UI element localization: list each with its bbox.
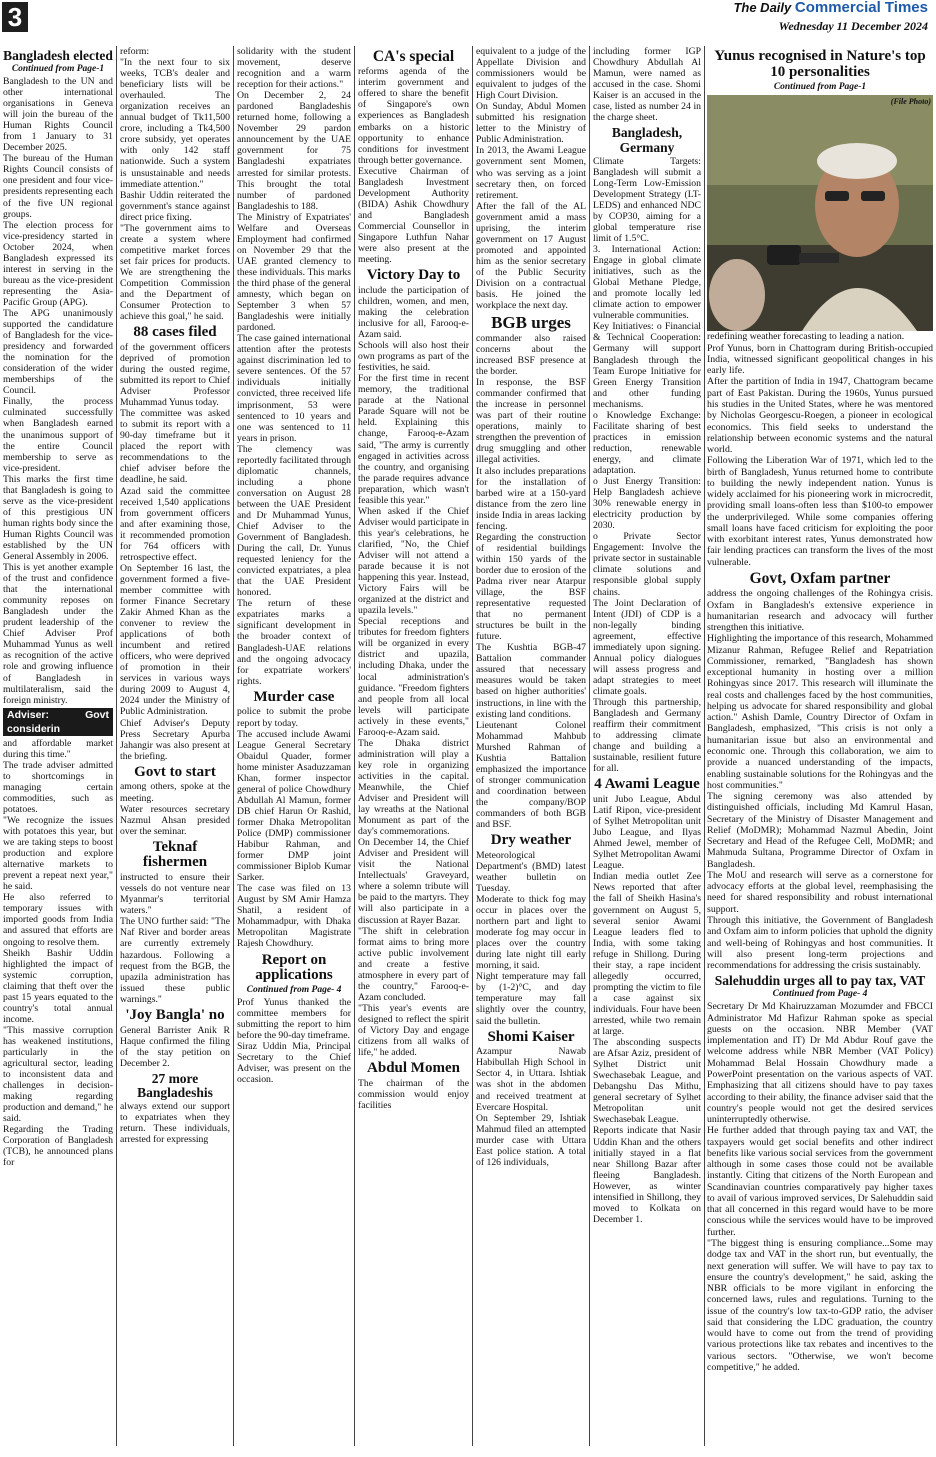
paragraph: among others, spoke at the meeting. xyxy=(120,781,230,804)
paragraph: On September 29, Ishtiak Mahmud filed an attempted murder case with Uttara East police station. A total of 126 individuals, xyxy=(476,1112,586,1168)
continued-note: Continued from Page-1 xyxy=(11,64,105,75)
paragraph: Bangladesh to the UN and other international organisations in Geneva will join the bureau of the Human Rights Council from 1 January to 31 December 2025. xyxy=(3,76,113,154)
paragraph: "We recognize the issues with potatoes this year, but we are taking steps to boost production and explore alternative markets to prevent a repeat next year," he said. xyxy=(3,815,113,893)
headline-murder-case: Murder case xyxy=(253,688,335,705)
paragraph: include the participation of children, women, and men, making the celebration inclusive for all, Farooq-e-Azam said. xyxy=(358,284,469,341)
paragraph: Azampur Nawab Habibullah High School in Sector 4, in Uttara. Ishtiak was shot in the abdomen and received treatment at Evercare Hospital. xyxy=(476,1046,586,1113)
paragraph: The Dhaka district administration will play a key role in organizing activities in the capital. Meanwhile, the Chief Adviser and President will lay wreaths at the National Monument as part of the day's commemorations. xyxy=(358,737,469,838)
paragraph: He further added that through paying tax and VAT, the taxpayers would get social benefits and other indirect benefits like various social services from the government although in some cases those could not be available instantly. Citing that citizens of the North European and Scandinavian countries comparatively pay higher taxes to avail of various improved services, Dr Salehuddin said that all concerned in this regard would have to be more conscious while the services would have to be improved further. xyxy=(707,1125,933,1238)
headline-shomi-kaiser: Shomi Kaiser xyxy=(487,1028,575,1045)
headline-report-on-applications: Report on applications xyxy=(255,951,333,984)
column-rule xyxy=(472,46,473,1446)
paragraph: The Kushtia BGB-47 Battalion commander assured that necessary measures would be taken based on higher authorities' instructions, in line with the existing land conditions. xyxy=(476,642,586,720)
paragraph: "In the next four to six weeks, TCB's dealer and beneficiary lists will be overhauled. The organization receives an annual budget of Tk11,500 crore, including a Tk4,500 crore subsidy, yet operates with only 142 staff nationwide. Such a system is unsustainable and needs immediate attention." xyxy=(120,57,230,190)
column-rule xyxy=(704,46,705,1446)
paragraph: He also referred to temporary issues with imported goods from India and assured that efforts are ongoing to resolve them. xyxy=(3,892,113,948)
paragraph: reform: xyxy=(120,46,150,57)
paragraph: Prof Yunus thanked the committee members for submitting the report to him before the 90-day timeframe. xyxy=(237,996,351,1041)
paragraph: "This year's events are designed to reflect the spirit of Victory Day and engage citizens from all walks of life," he added. xyxy=(358,1002,469,1059)
paragraph: The return of these expatriates marks a significant development in the broader context of Bangladesh-UAE relations and the ongoing advocacy for expatriate workers' rights. xyxy=(237,598,351,687)
paragraph: The UNO further said: "The Naf River and border areas are currently extremely hazardous. Following a request from the BGB, the upazila administration has issued these public warnings." xyxy=(120,916,230,1005)
paragraph: Special receptions and tributes for freedom fighters will be organized in every district and upazila, including Dhaka, under the local administration's guidance. "Freedom fighters and people from all local levels will participate actively in these events," Farooq-e-Azam said. xyxy=(358,616,469,738)
paragraph: including former IGP Chowdhury Abdullah Al Mamun, were named as accused in the case. Shomi Kaiser is an accused in the case, listed as number 24 in the charge sheet. xyxy=(593,46,701,124)
paragraph: On September 16 last, the government formed a five-member committee with former Finance Secretary Zakir Ahmed Khan as the convener to review the applications of both incumbent and retired officers, who were deprived of promotion in their services in various ways during 2009 to August 4, 2024 under the Ministry of Public Administration. xyxy=(120,562,230,718)
paragraph: On Sunday, Abdul Momen submitted his resignation letter to the Ministry of Public Administration. xyxy=(476,101,586,146)
paragraph: Secretary Dr Md Khairuzzaman Mozumder and FBCCI Administrator Md Hafizur Rahman spoke as special guests on the occasion. NBR Member (VAT implementation and IT) Dr Md Abdur Rouf gave the welcome address while NBR Member (VAT Policy) Mohammad Belal Hossain Chowdhury made a PowerPoint presentation on the various aspects of VAT. Emphasizing that all citizens should have to pay taxes according to their ability, the finance adviser said that the country's people would not get the desired services uninterruptedly otherwise. xyxy=(707,1001,933,1126)
paragraph: Regarding the construction of residential buildings within 150 yards of the border due to erosion of the Padma river near Atarpur village, the BSF representative requested that no permanent structures be built in the future. xyxy=(476,531,586,643)
column-1 xyxy=(3,46,113,1452)
column-rule xyxy=(116,46,117,1446)
paragraph: "The biggest thing is ensuring compliance...Some may dodge tax and VAT in the short run, but eventually, the next generation will suffer. We will have to pay tax to ensure the country's development," he said, asking the NBR officials to be more vigilant in enforcing the concerned laws, rules and regulations. Turning to the issue of the country's low tax-to-GDP ratio, the adviser said that considering the LDC graduation, the country would have to come out from the trend of providing various protections like tax rebates and incentives to the various sectors. "Otherwise, we won't become competitive," he added. xyxy=(707,1237,933,1373)
headline-4-awami-league: 4 Awami League xyxy=(594,776,700,793)
masthead xyxy=(0,0,936,40)
paragraph: Finally, the process culminated successfully when Bangladesh earned the unanimous support of the entire Council membership to serve as vice-president. xyxy=(3,396,113,474)
headline-govt-oxfam: Govt, Oxfam partner xyxy=(749,570,891,587)
paragraph: The signing ceremony was also attended by distinguished officials, including Md Kamrul Hasan, Secretary of the Ministry of Disaster Management and Relief (MoDMR); Mohammad Nazmul Abedin, Joint Secretary and Head of the Refugee Cell, MoDMR; and Mahmuda Sultana, Programme Director of Oxfam in Bangladesh. xyxy=(707,791,933,870)
headline-bangladesh-germany: Bangladesh, Germany xyxy=(611,125,683,155)
paragraph: Moderate to thick fog may occur in places over the northern part and light to moderate fog may occur in places over the country during late night till early morning, it said. xyxy=(476,894,586,972)
headline-salehuddin: Salehuddin urges all to pay tax, VAT xyxy=(714,973,926,989)
photo-yunus xyxy=(707,95,933,331)
column-6 xyxy=(593,46,701,1452)
paragraph: In response, the BSF commander confirmed that the increase in personnel was part of their routine operations, mainly to strengthen the prevention of drug smuggling and other illegal activities. xyxy=(476,377,586,466)
paragraph: General Barrister Anik R Haque confirmed the filing of the stay petition on December 2. xyxy=(120,1024,230,1069)
headline-yunus-recognised: Yunus recognised in Nature's top 10 personalities xyxy=(714,48,926,80)
paragraph: o Private Sector Engagement: Involve the private sector in sustainable climate solutions and responsible global supply chains. xyxy=(593,531,701,598)
paragraph: Highlighting the importance of this research, Mohammed Mizanur Rahman, Refugee Relief and Repatriation Commissioner, remarked, "Bangladesh has shown exceptional humanity in hosting over a million Rohingyas since 2017. This research will illuminate the real costs and challenges faced by the host communities, helping us advocate for shared responsibility and global action." Ashish Damle, Country Director of Oxfam in Bangladesh, emphasized, "This crisis is not only a humanitarian issue but also an environmental and economic one. Through this collaboration, we aim to provide a nuanced understanding of the impacts, enabling sustainable solutions for the Rohingyas and the host communities." xyxy=(707,633,933,791)
paragraph: Night temperature may fall by (1-2)°C, and day temperature may fall slightly over the country, said the bulletin. xyxy=(476,971,586,1027)
paragraph: Executive Chairman of Bangladesh Investment Development Authority (BIDA) Ashik Chowdhury and Bangladesh Commercial Counsellor in Singapore Luthfun Nahar were also present at the meeting. xyxy=(358,165,469,266)
paragraph: For the first time in recent memory, the traditional parade at the National Parade Square will not be held. Explaining this change, Farooq-e-Azam said, "The army is currently engaged in activities across the country, and organising the parade requires advance preparation, which wasn't feasible this year." xyxy=(358,373,469,506)
paragraph: solidarity with the student movement, deserve recognition and a warm reception for their actions." xyxy=(237,46,351,91)
paragraph: The Ministry of Expatriates' Welfare and Overseas Employment had confirmed on November 29 that the UAE granted clemency to these individuals. This marks the third phase of the general amnesty, which began on September 3 when 57 Bangladeshis were initially pardoned. xyxy=(237,211,351,334)
continued-note: Continued from Page- 4 xyxy=(246,985,342,995)
headline-govt-to-start: Govt to start xyxy=(134,763,216,780)
headline-cas-special: CA's special xyxy=(372,48,455,65)
issue-date: Wednesday 11 December 2024 xyxy=(778,19,928,33)
photo-credit: (File Photo) xyxy=(890,97,931,107)
headline-adviser-govt: Adviser: Govt considerin xyxy=(3,708,113,736)
paragraph: "This massive corruption has weakened institutions, particularly in the agricultural sector, leading to inconsistent data and challenges in decision-making regarding production and demand," he said. xyxy=(3,1024,113,1125)
paragraph: Water resources secretary Nazmul Ahsan presided over the seminar. xyxy=(120,803,230,837)
paragraph: 3. International Action: Engage in global climate initiatives, such as the Global Methane Pledge, and promote locally led climate action to empower vulnerable communities. xyxy=(593,244,701,322)
paragraph: Azad said the committee received 1,540 applications from government officers and after examining those, it recommended promotion for 764 officers with retrospective effect. xyxy=(120,485,230,563)
paragraph: address the ongoing challenges of the Rohingya crisis. Oxfam in Bangladesh's extensive experience in humanitarian research and advocacy will further strengthen this initiative. xyxy=(707,588,933,634)
paragraph: The MoU and research will serve as a cornerstone for advocacy efforts at the global level, reemphasising the need for shared responsibility and robust international support. xyxy=(707,869,933,915)
paragraph: police to submit the probe report by today. xyxy=(237,706,351,729)
paragraph: Regarding the Trading Corporation of Bangladesh (TCB), he announced plans for xyxy=(3,1124,113,1169)
continued-note: Continued from Page- 4 xyxy=(772,989,868,1000)
paragraph: In 2013, the Awami League government sent Momen, who was serving as a joint secretary then, on forced retirement. xyxy=(476,145,586,201)
paragraph: Reports indicate that Nasir Uddin Khan and the others initially stayed in a flat near Shillong Bazar after fleeing Bangladesh. However, as winter intensified in Shillong, they moved to Kolkata on December 1. xyxy=(593,1125,701,1225)
brand-top: The Daily xyxy=(733,0,792,15)
paragraph: After the partition of India in 1947, Chattogram became part of East Pakistan. During the 1960s, Yunus pursued his studies in the United States, where he was mentored by Nicholas Georgescu-Roegen, a pioneer in ecological economics. This field seeks to understand the relationship between economic systems and the natural world. xyxy=(707,376,933,456)
paragraph: Climate Targets: Bangladesh will submit a Long-Term Low-Emission Development Strategy (LT-LEDS) and enhanced NDC by COP30, aiming for a global temperature rise limit of 1.5°C. xyxy=(593,155,701,244)
column-2 xyxy=(120,46,230,1452)
paragraph: The Joint Declaration of Intent (JDI) of CDP is a non-legally binding agreement, effective immediately upon signing. Annual policy dialogues will assess progress and adapt strategies to meet climate goals. xyxy=(593,597,701,697)
continued-note: Continued from Page-1 xyxy=(773,81,867,92)
headline-bgb-urges: BGB urges xyxy=(491,313,571,333)
headline-abdul-momen: Abdul Momen xyxy=(367,1060,460,1077)
paragraph: "The government aims to create a system where competitive market forces set fair prices for products. We are strengthening the Competition Commission and the Department of Consumer Protection to achieve this goal," he said. xyxy=(120,222,230,323)
column-rule xyxy=(354,46,355,1446)
paragraph: The election process for vice-presidency started in October 2024, when Bangladesh expressed its interest in serving in the bureau as the vice-president representing the Asia-Pacific Group (APG). xyxy=(3,219,113,308)
paragraph: commander also raised concerns about the increased BSF presence at the border. xyxy=(476,332,586,378)
paragraph: The chairman of the commission would enjoy facilities xyxy=(358,1077,469,1111)
paragraph: On December 14, the Chief Adviser and President will visit the National Intellectuals' Graveyard, where a solemn tribute will be paid to the martyrs. They will also participate in a discussion at Rayer Bazar. xyxy=(358,837,469,926)
paragraph: instructed to ensure their vessels do not venture near Myanmar's territorial waters." xyxy=(120,872,230,917)
paragraph: After the fall of the AL government amid a mass uprising, the interim government on 17 August promoted and appointed him as the senior secretary of the Public Security Division on a contractual basis. He joined the workplace the next day. xyxy=(476,200,586,312)
paragraph: redefining weather forecasting to leading a nation. xyxy=(707,331,905,343)
paragraph: The committee was asked to submit its report with a 90-day timeframe but it placed the report with recommendations to the chief adviser before the deadline, he said. xyxy=(120,408,230,486)
headline-bangladesh-elected: Bangladesh elected xyxy=(3,48,113,63)
paragraph: Chief Adviser's Deputy Press Secretary Apurba Jahangir was also present at the briefing. xyxy=(120,717,230,762)
paragraph: Following the Liberation War of 1971, which led to the birth of Bangladesh, Yunus returned home to contribute to building the newly independent nation. Yunus is widely acclaimed for his pioneering work in microcredit, providing small loans-often less than $100-to empower the underprivileged. While some companies offering small loans have faced criticism for exploiting the poor with exorbitant interest rates, Yunus demonstrated how fair lending practices can transform the lives of the most vulnerable. xyxy=(707,455,933,568)
paragraph: unit Jubo League, Abdul Latif Ripon, vice-president of Sylhet Metropolitan unit Jubo League, and Ilyas Ahmed Jewel, member of Sylhet Metropolitan Awami League. xyxy=(593,794,701,872)
paragraph: This marks the first time that Bangladesh is going to serve as the vice-president of this prestigious UN human rights body since the Human Rights Council was established by the UN General Assembly in 2006. xyxy=(3,473,113,563)
paragraph: The case gained international attention after the protests against discrimination led to severe sentences. Of the 57 individuals initially convicted, three received life imprisonment, 53 were sentenced to 10 years and one was sentenced to 11 years in prison. xyxy=(237,333,351,444)
paragraph: It also includes preparations for the installation of barbed wire at a 150-yard distance from the zero line inside India in areas lacking fencing. xyxy=(476,465,586,532)
paragraph: "The shift in celebration format aims to bring more active public involvement and create a festive atmosphere in every part of the country," Farooq-e-Azam concluded. xyxy=(358,925,469,1003)
paragraph: The bureau of the Human Rights Council consists of one president and four vice-presidents representing each of the five UN regional groups. xyxy=(3,153,113,220)
headline-joy-bangla: 'Joy Bangla' no xyxy=(125,1006,225,1023)
paragraph: When asked if the Chief Adviser would participate in this year's celebrations, he clarified, "No, the Chief Adviser will not attend a parade because it is not happening this year. Instead, Victory Fairs will be organized at the district and upazila levels." xyxy=(358,505,469,617)
paragraph: The accused include Awami League General Secretary Obaidul Quader, former home minister Asaduzzaman Khan, former inspector general of police Chowdhury Abdullah Al Mamun, former DB chief Harun Or Rashid, former Dhaka Metropolitan Police (DMP) commissioner Habibur Rahman, and former DMP joint commissioner Biplob Kumar Sarker. xyxy=(237,728,351,884)
paragraph: This is yet another example of the trust and confidence that the international community reposes on Bangladesh under the prudent leadership of the Chief Adviser Prof Muhammad Yunus as well as recognition of the active role and growing influence of Bangladesh in multilateralism, said the foreign ministry. xyxy=(3,562,113,706)
column-3 xyxy=(237,46,351,1452)
photo-image xyxy=(707,95,933,331)
page-number: 3 xyxy=(2,2,28,32)
paragraph: The trade adviser admitted to shortcomings in managing certain commodities, such as potatoes. xyxy=(3,759,113,815)
column-4 xyxy=(358,46,469,1452)
paragraph: of the government officers deprived of promotion during the ousted regime, submitted its report to Chief Adviser Professor Muhammad Yunus today. xyxy=(120,341,230,409)
paragraph: Siraz Uddin Mia, Principal Secretary to the Chief Adviser, was present on the occasion. xyxy=(237,1041,351,1086)
newspaper-brand xyxy=(733,0,928,16)
paragraph: The clemency was reportedly facilitated through diplomatic channels, including a phone conversation on August 28 between the UAE President and Dr Muhammad Yunus, Chief Adviser to the Government of Bangladesh. During the call, Dr. Yunus requested leniency for the convicted expatriates, a plea that the UAE President honored. xyxy=(237,443,351,599)
paragraph: The case was filed on 13 August by SM Amir Hamza Shatil, a resident of Mohammadpur, with Dhaka Metropolitan Magistrate Rajesh Chowdhury. xyxy=(237,883,351,950)
paragraph: Through this initiative, the Government of Bangladesh and Oxfam aim to inform policies that uphold the dignity and well-being of Rohingyas and host communities. It will also present long-term projections and recommendations for addressing the crisis sustainably. xyxy=(707,914,933,972)
column-5 xyxy=(476,46,586,1452)
paragraph: Bashir Uddin reiterated the government's stance against direct price fixing. xyxy=(120,189,230,223)
paragraph: Schools will also host their own programs as part of the festivities, he said. xyxy=(358,340,469,374)
paragraph: o Knowledge Exchange: Facilitate sharing of best practices in emission reduction, renewable energy, and climate adaptation. xyxy=(593,409,701,476)
headline-27-more: 27 more Bangladeshis xyxy=(137,1070,213,1100)
headline-victory-day: Victory Day to xyxy=(366,267,461,284)
paragraph: Lieutenant Colonel Mohammad Mahbub Murshed Rahman of Kushtia Battalion emphasized the importance of stronger communication and coordination between the company/BOP commanders of both BGB and BSF. xyxy=(476,719,586,831)
paragraph: Indian media outlet Zee News reported that after the fall of Sheikh Hasina's government on August 5, several senior Awami League leaders fled to India, with some taking refuge in Shillong. During their stay, a rape incident allegedly occurred, prompting the victim to file a case against six individuals. Four have been arrested, while two remain at large. xyxy=(593,871,701,1038)
paragraph: always extend our support to expatriates when they return. These individuals, arrested for expressing xyxy=(120,1101,230,1146)
paragraph: Prof Yunus, born in Chattogram during British-occupied India, witnessed significant geopolitical changes in his early life. xyxy=(707,342,933,377)
headline-88-cases: 88 cases filed xyxy=(133,324,217,341)
column-rule xyxy=(589,46,590,1446)
paragraph: Meteorological Department's (BMD) latest weather bulletin on Tuesday. xyxy=(476,849,586,894)
paragraph: reforms agenda of the interim government and offered to share the benefit of Singapore's own experiences as Bangladesh embarks on a historic opportunity to enhance conditions for investment through better governance. xyxy=(358,66,469,166)
headline-teknaf: Teknaf fishermen xyxy=(142,838,208,871)
headline-dry-weather: Dry weather xyxy=(490,832,572,849)
column-7 xyxy=(707,46,933,1452)
paragraph: Sheikh Bashir Uddin highlighted the impact of systemic corruption, claiming that theft over the past 15 years equated to the country's total annual income. xyxy=(3,947,113,1025)
paragraph: o Just Energy Transition: Help Bangladesh achieve 30% renewable energy in electricity production by 2030. xyxy=(593,476,701,532)
paragraph: and affordable market during this time." xyxy=(3,737,113,760)
paragraph: The absconding suspects are Afsar Aziz, president of Sylhet District unit Swechasebak League, and Debangshu Das Mithu, general secretary of Sylhet Metropolitan unit Swechasebak League. xyxy=(593,1037,701,1126)
paragraph: Through this partnership, Bangladesh and Germany reaffirm their commitment to addressing climate change and building a sustainable, resilient future for all. xyxy=(593,696,701,775)
brand-name: Commercial Times xyxy=(794,0,928,16)
paragraph: equivalent to a judge of the Appellate Division and commissioners would be equivalent to judges of the High Court Division. xyxy=(476,46,586,102)
column-rule xyxy=(233,46,234,1446)
paragraph: On December 2, 24 pardoned Bangladeshis returned home, following a November 29 pardon announcement by the UAE government for 75 Bangladeshi expatriates arrested for similar protests. This brought the total number of pardoned Bangladeshis to 188. xyxy=(237,90,351,212)
paragraph: Key Initiatives: o Financial & Technical Cooperation: Germany will support Bangladesh through the Team Europe Initiative for Green Energy Transition and other funding mechanisms. xyxy=(593,321,701,410)
paragraph: The APG unanimously supported the candidature of Bangladesh for the vice-presidency and forwarded the nomination for the consideration of the wider memberships of the Council. xyxy=(3,307,113,397)
